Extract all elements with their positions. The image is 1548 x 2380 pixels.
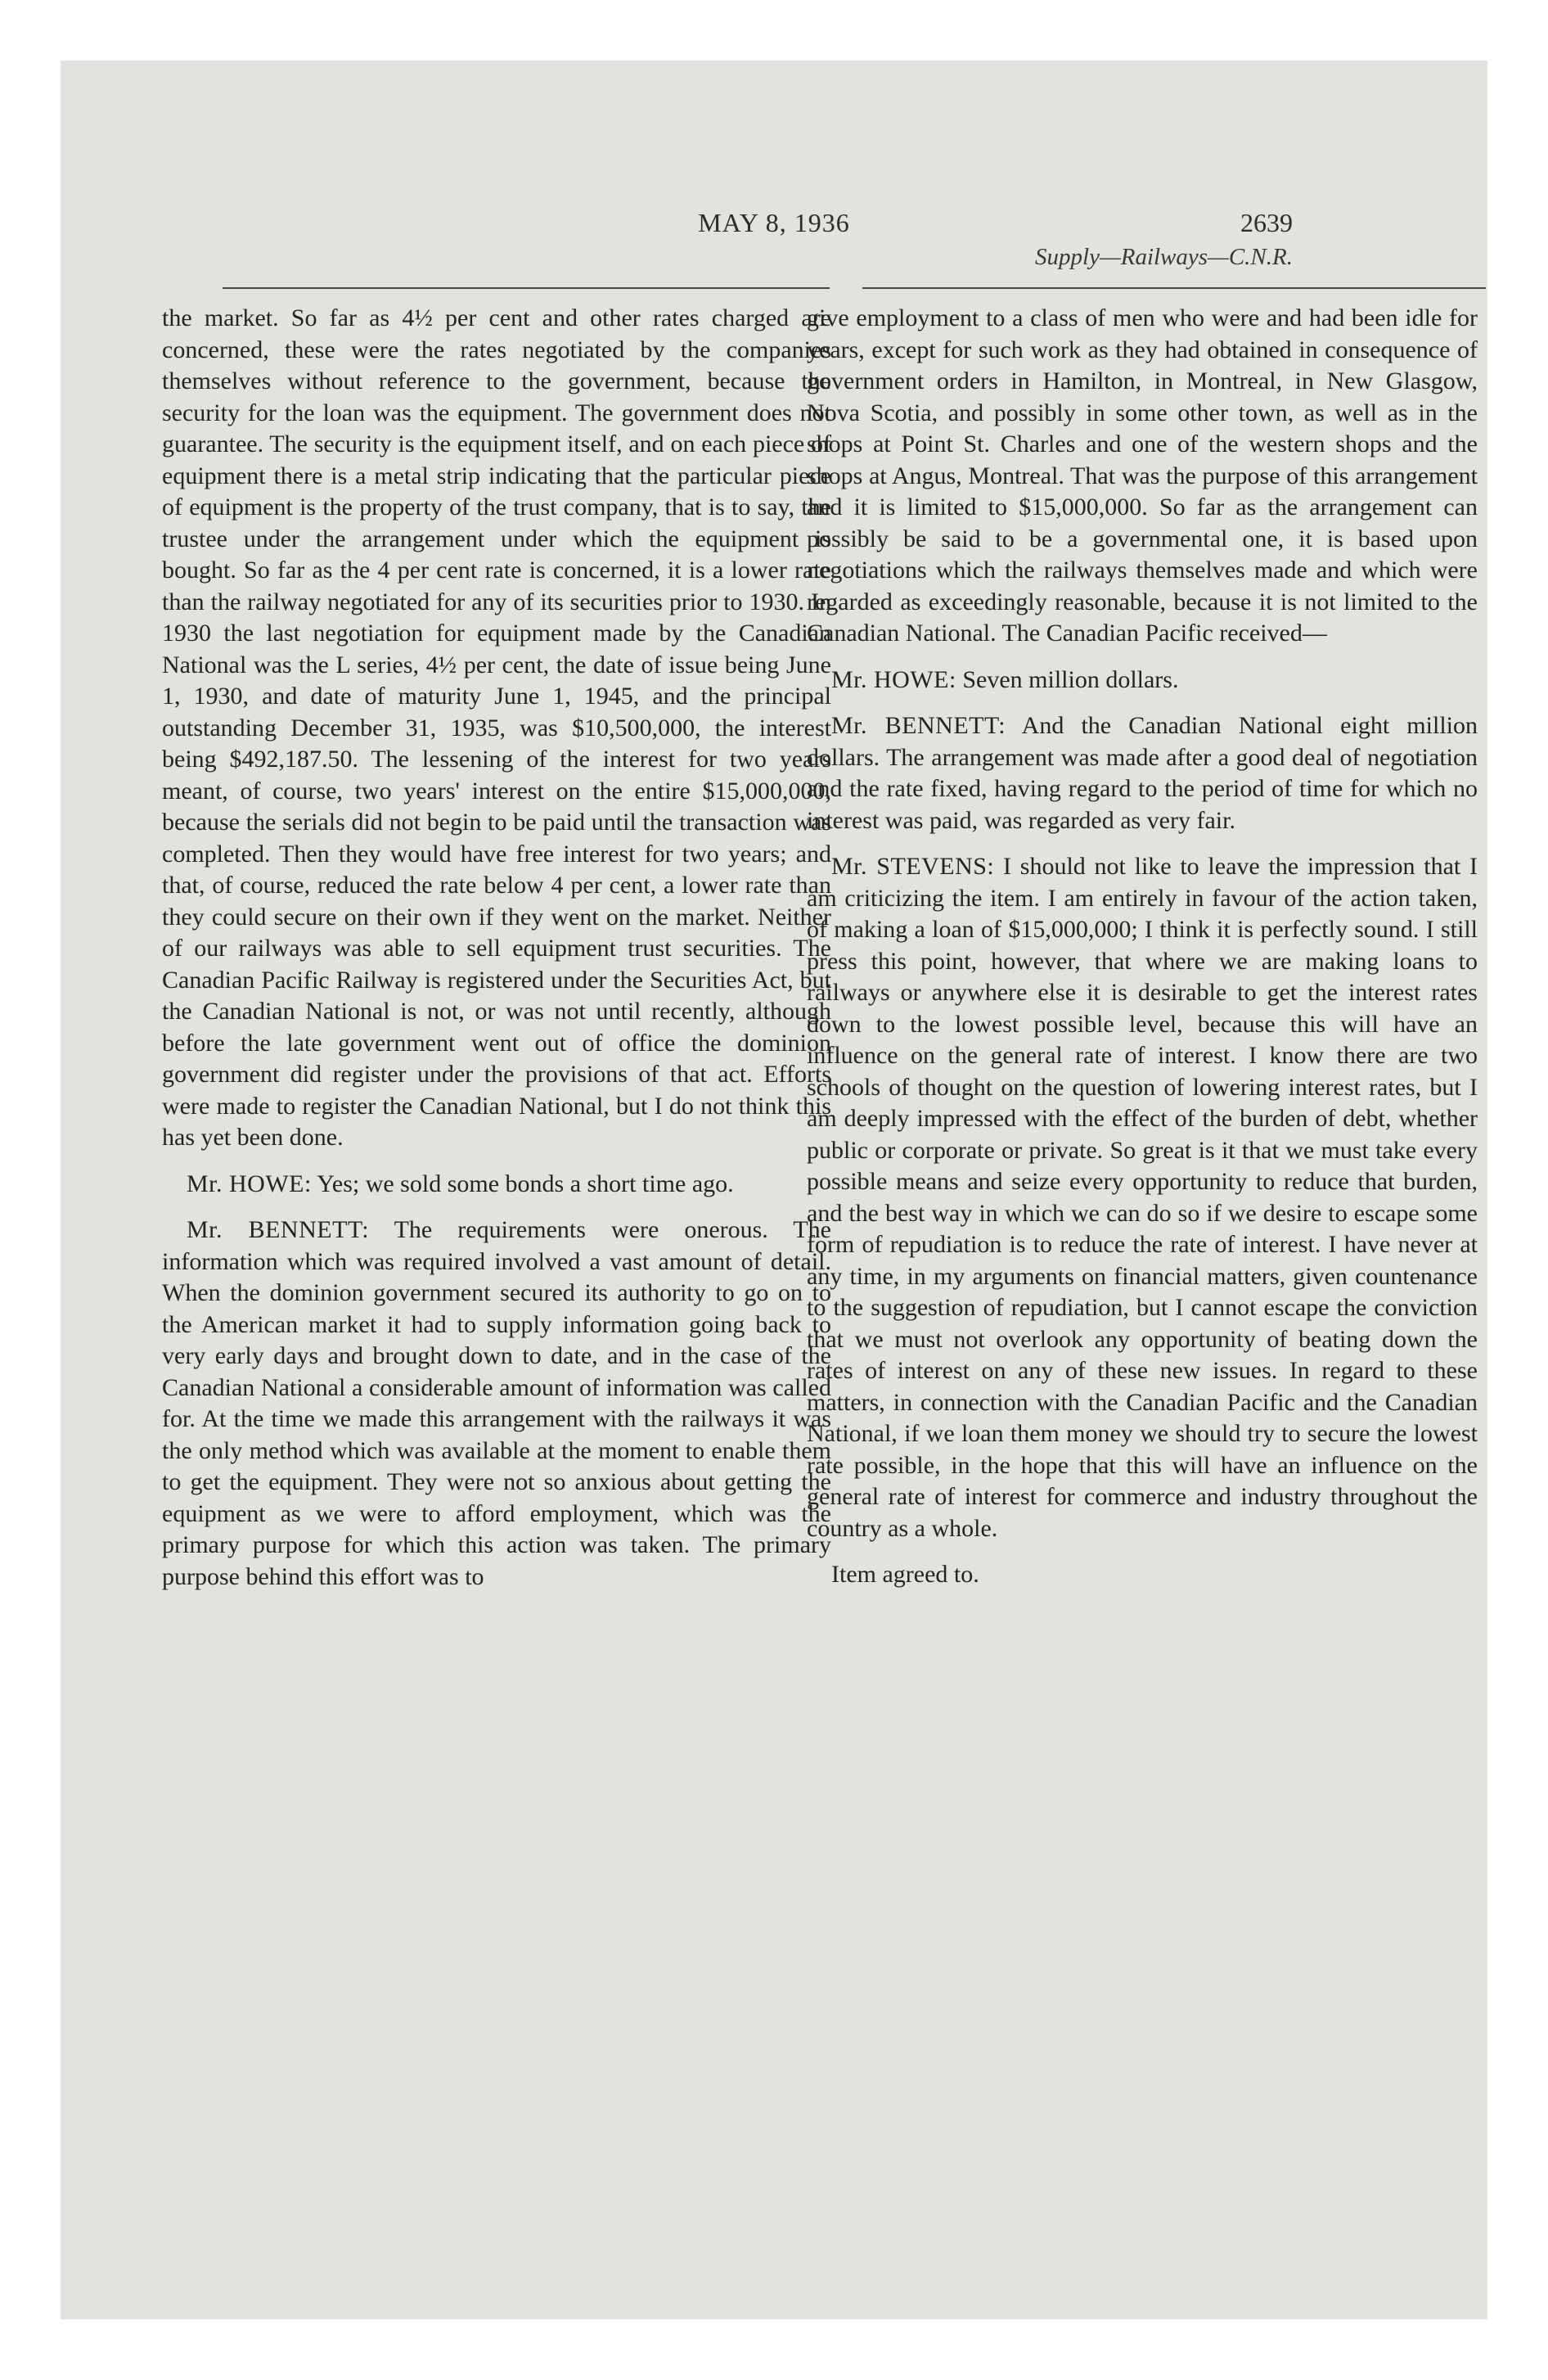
speaker-name: Mr. HOWE: [831, 665, 956, 693]
paragraph [162, 1215, 831, 1593]
speaker-name: Mr. BENNETT: [831, 712, 1006, 739]
paragraph-text: Yes; we sold some bonds a short time ago. [317, 1170, 734, 1197]
paragraph [807, 1559, 1478, 1591]
paragraph [807, 851, 1478, 1544]
paragraph [162, 303, 831, 1154]
page-number: 2639 [1240, 208, 1293, 237]
right-column [807, 303, 1478, 1606]
paragraph-text: The requirements were onerous. The information which was required involved a vast amount of detail. When the dominion government secured its authority to go on to the American market it had to supply information going back to very early days and brought down to date, and in the case of the Canadian National a considerable amount of information was called for. At the time we made this arrangement with the railways it was the only method which was available at the moment to enable them to get the equipment. They were not so anxious about getting the equipment as we were to afford employment, which was the primary purpose for which this action was taken. The primary purpose behind this effort was to [162, 1216, 831, 1590]
left-column [162, 303, 831, 1607]
speaker-name: Mr. STEVENS: [831, 853, 995, 880]
paragraph [807, 710, 1478, 836]
paragraph-text: give employment to a class of men who were and had been idle for years, except for such work as they had obtained in consequence of government orders in Hamilton, in Montreal, in New Glasgow, Nova Scotia, and possibly in some other town, as well as in the shops at Point St. Charles and one of the western shops and the shops at Angus, Montreal. That was the purpose of this arrangement and it is limited to $15,000,000. So far as the arrangement can possibly be said to be a governmental one, it is based upon negotiations which the railways themselves made and which were regarded as exceedingly reasonable, because it is not limited to the Canadian National. The Canadian Pacific received— [807, 304, 1478, 647]
scanned-page [61, 61, 1487, 2319]
section-title: Supply—Railways—C.N.R. [1035, 244, 1293, 270]
paragraph-text: Item agreed to. [831, 1561, 979, 1588]
paragraph-text: the market. So far as 4½ per cent and other rates charged are concerned, these were the rates negotiated by the companies themselves without reference to the government, because the security for the loan was the equipment. The government does not guarantee. The security is the equipment itself, and on each piece of equipment there is a metal strip indicating that the particular piece of equipment is the property of the trust company, that is to say, the trustee under the arrangement under which the equipment is bought. So far as the 4 per cent rate is concerned, it is a lower rate than the railway negotiated for any of its securities prior to 1930. In 1930 the last negotiation for equipment made by the Canadian National was the L series, 4½ per cent, the date of issue being June 1, 1930, and date of maturity June 1, 1945, and the principal outstanding December 31, 1935, was $10,500,000, the interest being $492,187.50. The lessening of the interest for two years meant, of course, two years' interest on the entire $15,000,000, because the serials did not begin to be paid until the transaction was completed. Then they would have free interest for two years; and that, of course, reduced the rate below 4 per cent, a lower rate than they could secure on their own if they went on the market. Neither of our railways was able to sell equipment trust securities. The Canadian Pacific Railway is registered under the Securities Act, but the Canadian National is not, or was not until recently, although before the late government went out of office the dominion government did register under the provisions of that act. Efforts were made to register the Canadian National, but I do not think this has yet been done. [162, 304, 831, 1151]
paragraph [807, 303, 1478, 650]
page-header [223, 133, 1325, 270]
header-rule-right [862, 287, 1486, 289]
paragraph-text: I should not like to leave the impression that I am criticizing the item. I am entirely in favour of the action taken, of making a loan of $15,000,000; I think it is perfectly sound. I still press this point, however, that where we are making loans to railways or anywhere else it is desirable to get the interest rates down to the lowest possible level, because this will have an influence on the general rate of interest. I know there are two schools of thought on the question of lowering interest rates, but I am deeply impressed with the effect of the burden of debt, whether public or corporate or private. So great is it that we must take every possible means and seize every opportunity to reduce that burden, and the best way in which we can do so if we desire to escape some form of repudiation is to reduce the rate of interest. I have never at any time, in my arguments on financial matters, given countenance to the suggestion of repudiation, but I cannot escape the conviction that we must not overlook any opportunity of beating down the rates of interest on any of these new issues. In regard to these matters, in connection with the Canadian Pacific and the Canadian National, if we loan them money we should try to secure the lowest rate possible, in the hope that this will have an influence on the general rate of interest for commerce and industry throughout the country as a whole. [807, 853, 1478, 1542]
header-date: MAY 8, 1936 [698, 208, 850, 237]
paragraph [807, 665, 1478, 696]
paragraph-text: And the Canadian National eight million dollars. The arrangement was made after a good deal of negotiation and the rate fixed, having regard to the period of time for which no interest was paid, was regarded as very fair. [807, 712, 1478, 834]
paragraph-text: Seven million dollars. [962, 665, 1179, 693]
paragraph [162, 1169, 831, 1201]
header-rule-left [223, 287, 830, 289]
speaker-name: Mr. BENNETT: [187, 1216, 370, 1243]
speaker-name: Mr. HOWE: [187, 1170, 312, 1197]
